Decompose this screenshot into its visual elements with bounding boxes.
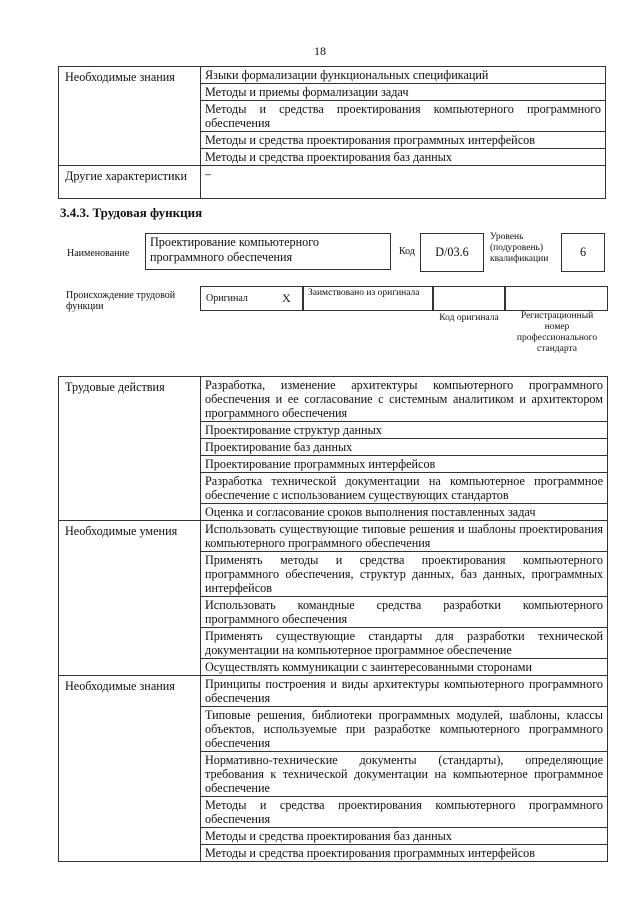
other-characteristics-value: – (201, 166, 606, 199)
level-value-box: 6 (561, 233, 605, 272)
action-item: Проектирование баз данных (201, 439, 608, 456)
code-original-cell (432, 286, 506, 311)
original-mark: X (282, 291, 291, 305)
origin-original-cell (200, 286, 304, 311)
knowledge-item: Методы и средства проектирования программных интерфейсов (201, 132, 606, 149)
borrowed-label: Заимствовано из оригинала (308, 288, 420, 298)
other-characteristics-label: Другие характеристики (59, 166, 201, 199)
knowledge-item: Языки формализации функциональных спецификаций (201, 67, 606, 84)
labor-function-table (58, 376, 608, 862)
skills-label: Необходимые умения (59, 521, 201, 676)
origin-label: Происхождение трудовой функции (66, 290, 176, 312)
level-label: Уровень (подуровень) квалификации (490, 232, 549, 264)
skill-item: Использовать командные средства разработки компьютерного программного обеспечения (201, 597, 608, 628)
code-original-caption: Код оригинала (439, 313, 499, 323)
knowledge-item: Методы и приемы формализации задач (201, 84, 606, 101)
skill-item: Применять методы и средства проектирования компьютерного программного обеспечения, структур данных, баз данных, программных интерфейсов (201, 552, 608, 597)
knowledge-label: Необходимые знания (59, 676, 201, 862)
action-item: Проектирование структур данных (201, 422, 608, 439)
skill-item: Применять существующие стандарты для разработки технической документации на компьютерное программное обеспечение (201, 628, 608, 659)
knowledge-label: Необходимые знания (59, 67, 201, 166)
origin-borrowed-cell (302, 286, 434, 311)
action-item: Проектирование программных интерфейсов (201, 456, 608, 473)
skill-item: Осуществлять коммуникации с заинтересованными сторонами (201, 659, 608, 676)
reg-number-cell (504, 286, 608, 311)
knowledge-item: Методы и средства проектирования программных интерфейсов (201, 845, 608, 862)
code-value-box: D/03.6 (420, 233, 484, 272)
original-label: Оригинал (206, 293, 248, 304)
knowledge-item: Методы и средства проектирования компьютерного программного обеспечения (201, 101, 606, 132)
knowledge-item: Методы и средства проектирования компьютерного программного обеспечения (201, 797, 608, 828)
top-knowledge-table (58, 66, 606, 199)
skill-item: Использовать существующие типовые решения и шаблоны проектирования компьютерного программного обеспечения (201, 521, 608, 552)
section-heading: 3.4.3. Трудовая функция (60, 205, 203, 220)
knowledge-item: Методы и средства проектирования баз данных (201, 149, 606, 166)
knowledge-item: Принципы построения и виды архитектуры компьютерного программного обеспечения (201, 676, 608, 707)
action-item: Оценка и согласование сроков выполнения поставленных задач (201, 504, 608, 521)
actions-label: Трудовые действия (59, 377, 201, 521)
reg-number-caption: Регистрационный номер профессионального стандарта (516, 311, 598, 354)
knowledge-item: Методы и средства проектирования баз данных (201, 828, 608, 845)
name-label: Наименование (67, 248, 130, 259)
action-item: Разработка технической документации на компьютерное программное обеспечение с использованием существующих стандартов (201, 473, 608, 504)
action-item: Разработка, изменение архитектуры компьютерного программного обеспечения и ее согласование с системным аналитиком и архитектором программного обеспечения (201, 377, 608, 422)
page-number: 18 (314, 44, 326, 58)
code-label: Код (399, 246, 415, 257)
knowledge-item: Типовые решения, библиотеки программных модулей, шаблоны, классы объектов, используемые при разработке компьютерного программного обеспечения (201, 707, 608, 752)
knowledge-item: Нормативно-технические документы (стандарты), определяющие требования к технической документации на компьютерное программное обеспечение (201, 752, 608, 797)
function-name-box: Проектирование компьютерного программного обеспечения (145, 233, 391, 270)
